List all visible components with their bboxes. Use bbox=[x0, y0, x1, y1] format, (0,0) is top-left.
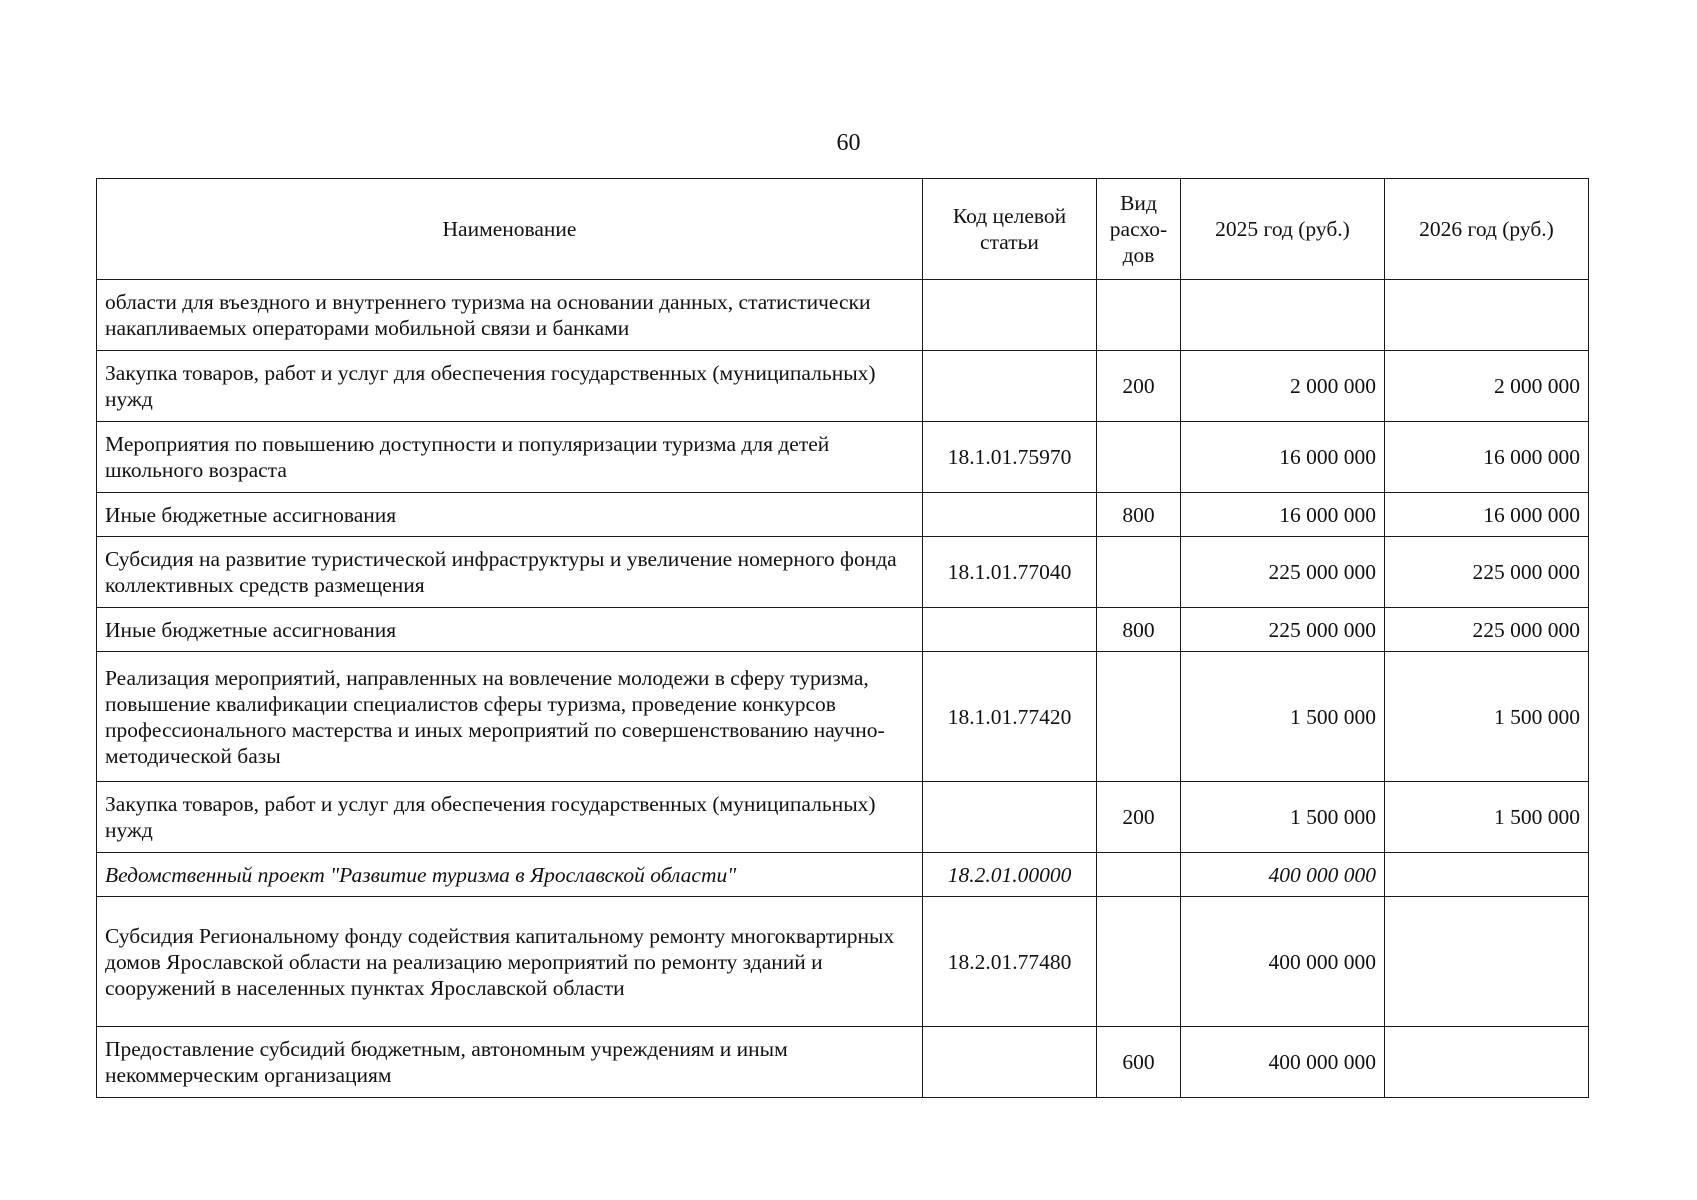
cell-kind bbox=[1097, 537, 1181, 608]
cell-name: Иные бюджетные ассигнования bbox=[97, 493, 923, 537]
cell-code: 18.2.01.77480 bbox=[923, 897, 1097, 1027]
cell-kind: 200 bbox=[1097, 351, 1181, 422]
cell-kind: 800 bbox=[1097, 493, 1181, 537]
cell-name: Субсидия на развитие туристической инфраструктуры и увеличение номерного фонда коллективных средств размещения bbox=[97, 537, 923, 608]
cell-code: 18.1.01.77420 bbox=[923, 652, 1097, 782]
table-row bbox=[97, 853, 1589, 897]
table-row bbox=[97, 652, 1589, 782]
cell-code: 18.2.01.00000 bbox=[923, 853, 1097, 897]
cell-2026: 16 000 000 bbox=[1385, 422, 1589, 493]
cell-2026 bbox=[1385, 1027, 1589, 1098]
cell-2025: 1 500 000 bbox=[1181, 652, 1385, 782]
cell-code bbox=[923, 493, 1097, 537]
cell-name: Ведомственный проект "Развитие туризма в Ярославской области" bbox=[97, 853, 923, 897]
table-row bbox=[97, 537, 1589, 608]
cell-name: Закупка товаров, работ и услуг для обеспечения государственных (муниципальных) нужд bbox=[97, 782, 923, 853]
cell-name: Иные бюджетные ассигнования bbox=[97, 608, 923, 652]
cell-2025: 400 000 000 bbox=[1181, 853, 1385, 897]
cell-name: Закупка товаров, работ и услуг для обеспечения государственных (муниципальных) нужд bbox=[97, 351, 923, 422]
header-year-2026: 2026 год (руб.) bbox=[1385, 179, 1589, 280]
cell-2026 bbox=[1385, 897, 1589, 1027]
cell-kind bbox=[1097, 422, 1181, 493]
table-row bbox=[97, 493, 1589, 537]
table-row bbox=[97, 351, 1589, 422]
cell-name: Реализация мероприятий, направленных на вовлечение молодежи в сферу туризма, повышение квалификации специалистов сферы туризма, проведение конкурсов профессионального мастерства и иных мероприятий по совершенствованию научно-методической базы bbox=[97, 652, 923, 782]
cell-2025: 1 500 000 bbox=[1181, 782, 1385, 853]
page-number: 60 bbox=[836, 130, 861, 156]
cell-name: Субсидия Региональному фонду содействия капитальному ремонту многоквартирных домов Ярославской области на реализацию мероприятий по ремонту зданий и сооружений в населенных пунктах Ярославской области bbox=[97, 897, 923, 1027]
cell-2026: 225 000 000 bbox=[1385, 537, 1589, 608]
cell-kind: 800 bbox=[1097, 608, 1181, 652]
cell-2026 bbox=[1385, 280, 1589, 351]
cell-kind: 600 bbox=[1097, 1027, 1181, 1098]
cell-code bbox=[923, 351, 1097, 422]
cell-2026: 225 000 000 bbox=[1385, 608, 1589, 652]
cell-code bbox=[923, 782, 1097, 853]
table-row bbox=[97, 280, 1589, 351]
cell-2026: 16 000 000 bbox=[1385, 493, 1589, 537]
cell-2025: 225 000 000 bbox=[1181, 537, 1385, 608]
table-row bbox=[97, 782, 1589, 853]
header-name: Наименование bbox=[97, 179, 923, 280]
cell-2025: 16 000 000 bbox=[1181, 493, 1385, 537]
cell-2025 bbox=[1181, 280, 1385, 351]
cell-kind bbox=[1097, 853, 1181, 897]
cell-kind bbox=[1097, 652, 1181, 782]
cell-2025: 2 000 000 bbox=[1181, 351, 1385, 422]
cell-name: Предоставление субсидий бюджетным, автономным учреждениям и иным некоммерческим организациям bbox=[97, 1027, 923, 1098]
cell-kind bbox=[1097, 280, 1181, 351]
header-kind: Вид расхо-дов bbox=[1097, 179, 1181, 280]
cell-2026: 2 000 000 bbox=[1385, 351, 1589, 422]
cell-2026 bbox=[1385, 853, 1589, 897]
cell-name: области для въездного и внутреннего туризма на основании данных, статистически накапливаемых операторами мобильной связи и банками bbox=[97, 280, 923, 351]
table-row bbox=[97, 422, 1589, 493]
table-row bbox=[97, 608, 1589, 652]
cell-2025: 16 000 000 bbox=[1181, 422, 1385, 493]
cell-2025: 400 000 000 bbox=[1181, 897, 1385, 1027]
cell-2026: 1 500 000 bbox=[1385, 652, 1589, 782]
header-year-2025: 2025 год (руб.) bbox=[1181, 179, 1385, 280]
cell-code: 18.1.01.77040 bbox=[923, 537, 1097, 608]
table-body bbox=[97, 280, 1589, 1098]
cell-2026: 1 500 000 bbox=[1385, 782, 1589, 853]
cell-2025: 400 000 000 bbox=[1181, 1027, 1385, 1098]
cell-kind: 200 bbox=[1097, 782, 1181, 853]
cell-code bbox=[923, 1027, 1097, 1098]
table-header-row bbox=[97, 179, 1589, 280]
cell-code bbox=[923, 608, 1097, 652]
cell-name: Мероприятия по повышению доступности и популяризации туризма для детей школьного возраста bbox=[97, 422, 923, 493]
cell-kind bbox=[1097, 897, 1181, 1027]
header-code: Код целевой статьи bbox=[923, 179, 1097, 280]
table-row bbox=[97, 1027, 1589, 1098]
cell-code bbox=[923, 280, 1097, 351]
cell-code: 18.1.01.75970 bbox=[923, 422, 1097, 493]
cell-2025: 225 000 000 bbox=[1181, 608, 1385, 652]
budget-table bbox=[96, 178, 1589, 1098]
table-row bbox=[97, 897, 1589, 1027]
